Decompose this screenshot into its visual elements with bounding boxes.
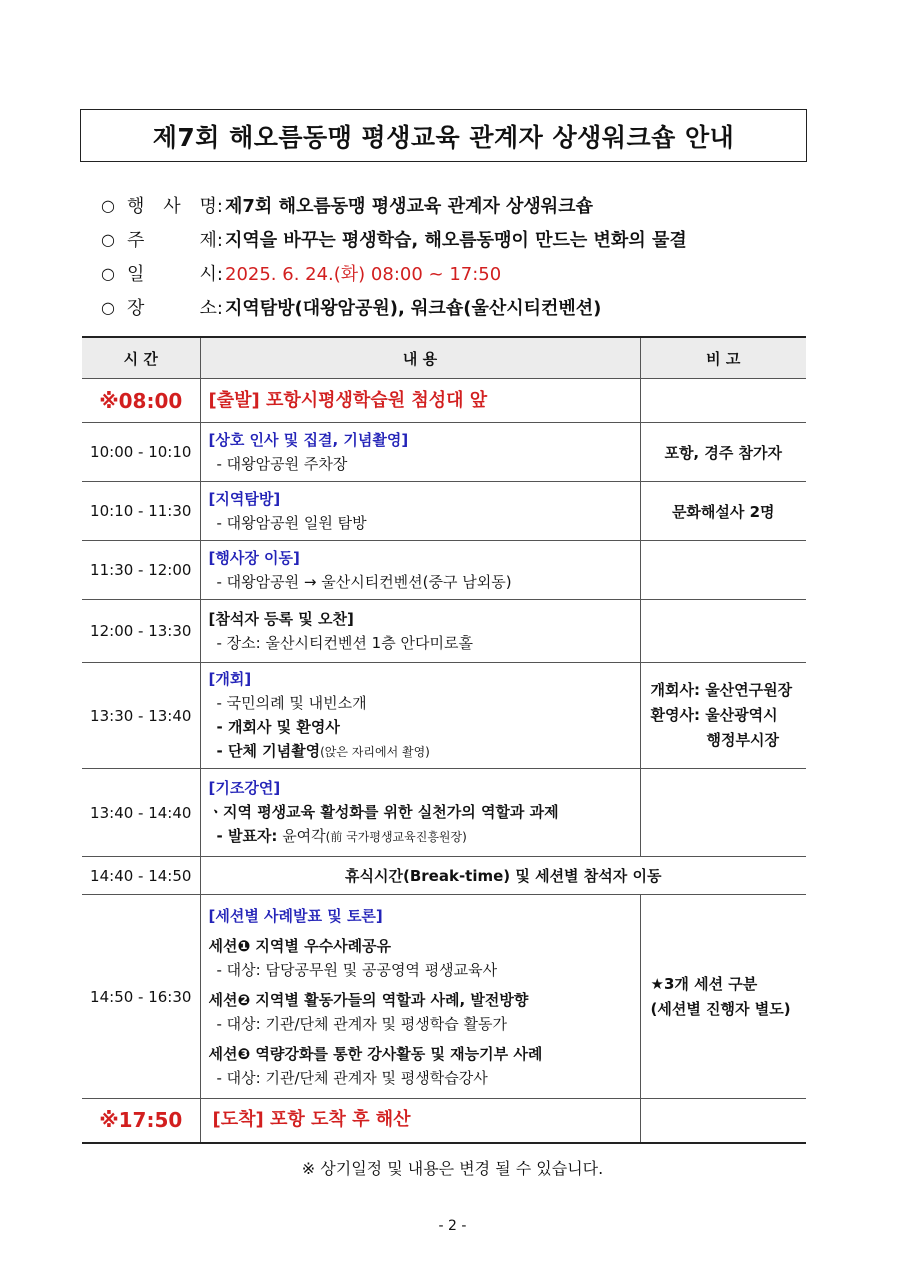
page-title: 제7회 해오름동맹 평생교육 관계자 상생워크숍 안내 [152, 122, 735, 152]
row-content: [기조강연] ㆍ지역 평생교육 활성화를 위한 실천가의 역할과 과제 - 발표자: 윤여각(前 국가평생교육진흥원장) [200, 769, 640, 857]
row-content: [행사장 이동] - 대왕암공원 → 울산시티컨벤션(중구 남외동) [200, 541, 640, 600]
row-note [640, 379, 806, 423]
row-time: 10:10 - 11:30 [82, 482, 200, 541]
info-value-datetime: 2025. 6. 24.(화) 08:00 ~ 17:50 [225, 264, 502, 285]
page-number: - 2 - [438, 1218, 467, 1234]
row-content: [상호 인사 및 집결, 기념촬영] - 대왕암공원 주차장 [200, 423, 640, 482]
info-row-datetime [101, 256, 821, 290]
session-2-title: 세션❷ 지역별 활동가들의 역할과 사례, 발전방향 [208, 990, 529, 1009]
row-note: 문화해설사 2명 [640, 482, 806, 541]
row-time: 12:00 - 13:30 [82, 600, 200, 663]
table-row [82, 379, 806, 423]
row-time: 14:40 - 14:50 [82, 857, 200, 895]
header-note: 비 고 [640, 337, 806, 379]
row-time: 13:40 - 14:40 [82, 769, 200, 857]
table-row [82, 663, 806, 769]
table-row [82, 423, 806, 482]
row-content: [지역탐방] - 대왕암공원 일원 탐방 [200, 482, 640, 541]
row-time: 11:30 - 12:00 [82, 541, 200, 600]
row-content: [출발] 포항시평생학습원 첨성대 앞 [200, 379, 640, 423]
circle-bullet-icon: ○ [101, 297, 115, 317]
header-time: 시 간 [82, 337, 200, 379]
schedule-table [82, 336, 806, 1144]
row-note: ★3개 세션 구분 (세션별 진행자 별도) [640, 895, 806, 1099]
row-note [640, 541, 806, 600]
row-note [640, 600, 806, 663]
row-time: 13:30 - 13:40 [82, 663, 200, 769]
row-time: 14:50 - 16:30 [82, 895, 200, 1099]
table-row [82, 1099, 806, 1143]
table-row [82, 600, 806, 663]
info-value-venue: 지역탐방(대왕암공원), 워크숍(울산시티컨벤션) [225, 298, 602, 319]
event-info [101, 188, 821, 324]
info-label: 행 사 명: [127, 196, 223, 217]
row-content: [세션별 사례발표 및 토론] 세션❶ 지역별 우수사례공유 - 대상: 담당공무원 및 공공영역 평생교육사 세션❷ 지역별 활동가들의 역할과 사례, 발전방향 - 대상: 기관/단체 관계자 및 평생학습 활동가 세션❸ 역량강화를 통한 강사활동 및 재능기부 사례 - 대상: 기관/단체 관계자 및 평생학습강사 [200, 895, 640, 1099]
row-content: [참석자 등록 및 오찬] - 장소: 울산시티컨벤션 1층 안다미로홀 [200, 600, 640, 663]
table-row [82, 541, 806, 600]
header-content: 내 용 [200, 337, 640, 379]
title-box [80, 109, 807, 162]
info-label: 주 제: [127, 230, 223, 251]
row-note: 개회사: 울산연구원장 환영사: 울산광역시 행정부시장 [640, 663, 806, 769]
row-time: 10:00 - 10:10 [82, 423, 200, 482]
table-row [82, 482, 806, 541]
info-value-theme: 지역을 바꾸는 평생학습, 해오름동맹이 만드는 변화의 물결 [225, 230, 687, 251]
row-content: [개회] - 국민의례 및 내빈소개 - 개회사 및 환영사 - 단체 기념촬영(앉은 자리에서 촬영) [200, 663, 640, 769]
info-row-event-name [101, 188, 821, 222]
circle-bullet-icon: ○ [101, 195, 115, 215]
circle-bullet-icon: ○ [101, 263, 115, 283]
session-3-title: 세션❸ 역량강화를 통한 강사활동 및 재능기부 사례 [208, 1044, 543, 1063]
session-1-title: 세션❶ 지역별 우수사례공유 [208, 936, 392, 955]
info-label: 일 시: [127, 264, 223, 285]
row-note [640, 769, 806, 857]
table-row [82, 857, 806, 895]
table-header-row [82, 337, 806, 379]
table-row [82, 895, 806, 1099]
info-label: 장 소: [127, 298, 223, 319]
info-row-theme [101, 222, 821, 256]
row-time: ※17:50 [82, 1099, 200, 1143]
row-time: ※08:00 [82, 379, 200, 423]
row-note: 포항, 경주 참가자 [640, 423, 806, 482]
break-time-content: 휴식시간(Break-time) 및 세션별 참석자 이동 [200, 857, 806, 895]
row-note [640, 1099, 806, 1143]
info-row-venue [101, 290, 821, 324]
row-content: [도착] 포항 도착 후 해산 [200, 1099, 640, 1143]
footnote: ※ 상기일정 및 내용은 변경 될 수 있습니다. [301, 1159, 604, 1178]
circle-bullet-icon: ○ [101, 229, 115, 249]
info-value-event-name: 제7회 해오름동맹 평생교육 관계자 상생워크숍 [225, 196, 593, 217]
table-row [82, 769, 806, 857]
